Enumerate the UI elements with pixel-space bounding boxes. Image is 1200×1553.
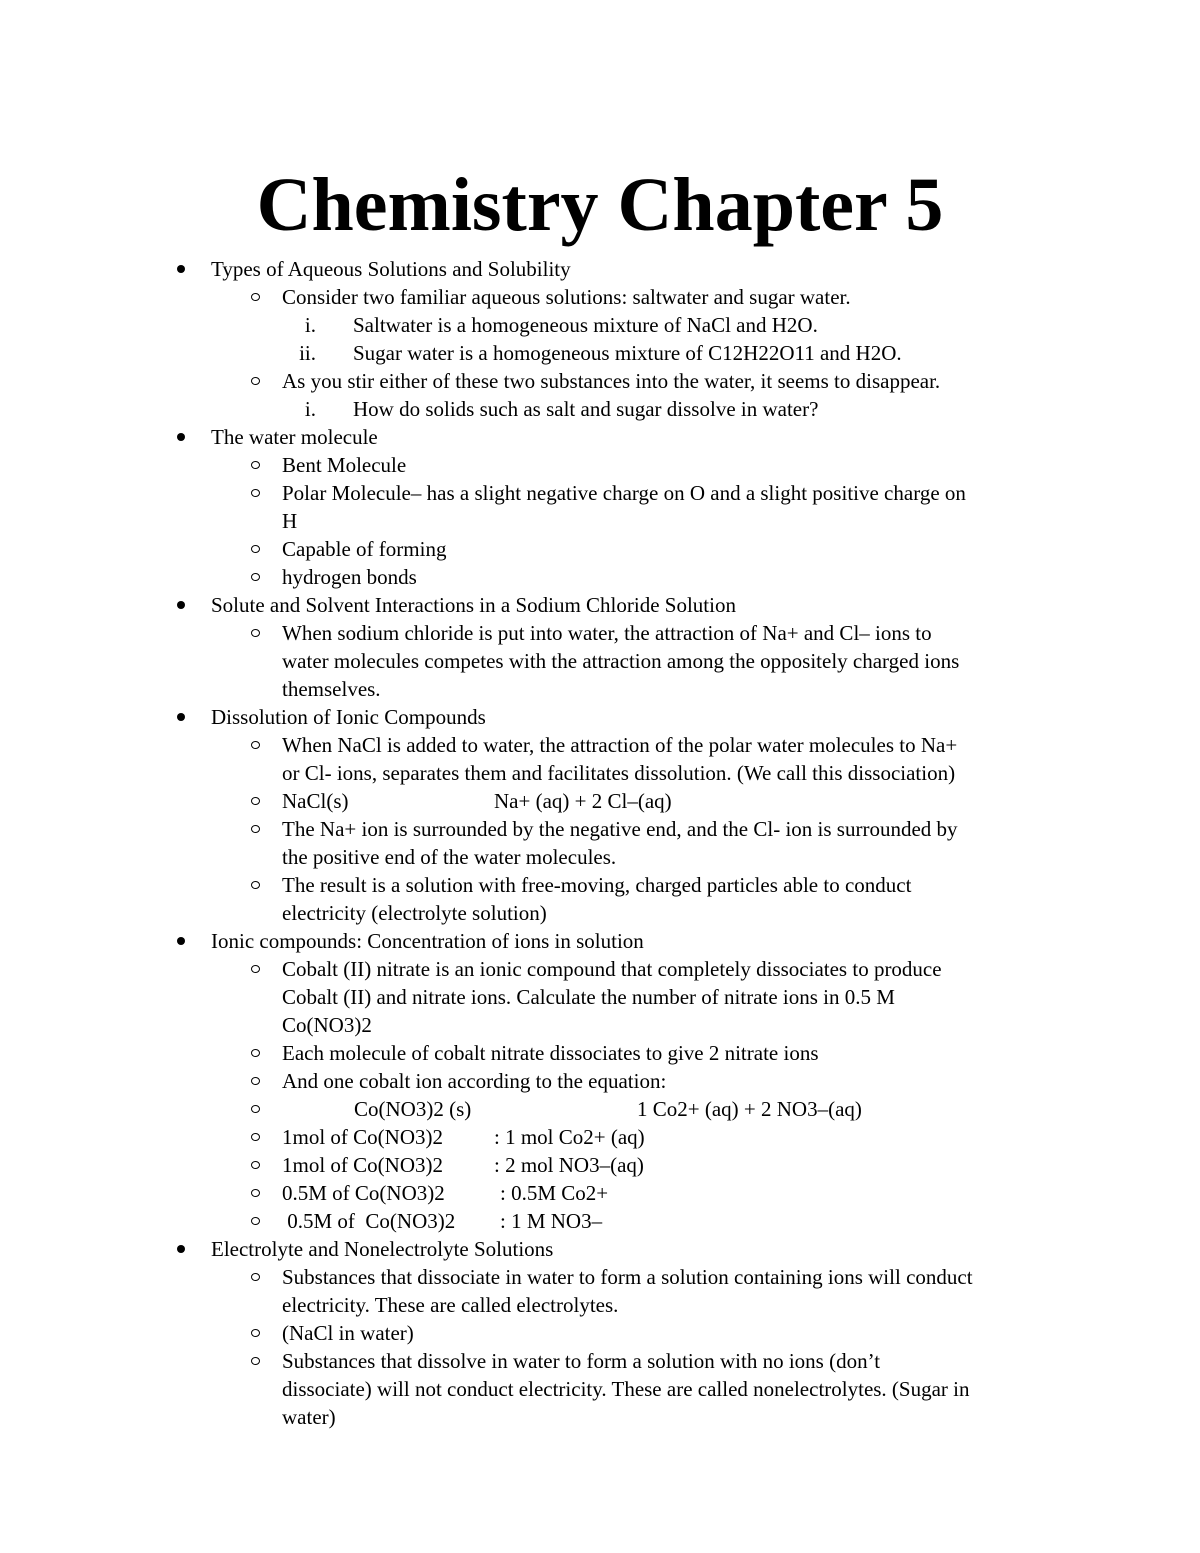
circle-bullet-icon (251, 1329, 260, 1337)
section-heading: Solute and Solvent Interactions in a Sodium Chloride Solution (0, 591, 1200, 619)
ratio-item (0, 1123, 1200, 1151)
ratio-left: 0.5M of Co(NO3)2 (282, 1209, 456, 1233)
list-item: And one cobalt ion according to the equation: (0, 1067, 1200, 1095)
equation-item (0, 787, 1200, 815)
ratio-item (0, 1179, 1200, 1207)
circle-bullet-icon (251, 1357, 260, 1365)
equation-reactant: NaCl(s) (282, 789, 349, 813)
ratio-left: 0.5M of Co(NO3)2 (282, 1181, 445, 1205)
circle-bullet-icon (251, 1049, 260, 1057)
ratio-left: 1mol of Co(NO3)2 (282, 1153, 443, 1177)
list-item-continuation: the positive end of the water molecules. (282, 845, 617, 869)
list-item: The result is a solution with free-moving, charged particles able to conduct (0, 871, 1200, 899)
list-item: When sodium chloride is put into water, the attraction of Na+ and Cl– ions to (0, 619, 1200, 647)
list-item: Polar Molecule– has a slight negative charge on O and a slight positive charge on (0, 479, 1200, 507)
list-item-continuation: electricity. These are called electrolytes. (282, 1293, 619, 1317)
section-heading: Electrolyte and Nonelectrolyte Solutions (0, 1235, 1200, 1263)
list-item-continuation: Cobalt (II) and nitrate ions. Calculate the number of nitrate ions in 0.5 M (282, 985, 895, 1009)
equation-products: Na+ (aq) + 2 Cl–(aq) (494, 789, 672, 813)
circle-bullet-icon (251, 1105, 260, 1113)
list-item: (NaCl in water) (0, 1319, 1200, 1347)
sub-list-item: i. How do solids such as salt and sugar dissolve in water? (0, 395, 1200, 423)
list-item: Cobalt (II) nitrate is an ionic compound that completely dissociates to produce (0, 955, 1200, 983)
disc-bullet-icon (177, 601, 185, 609)
circle-bullet-icon (251, 293, 260, 301)
list-item: The Na+ ion is surrounded by the negative end, and the Cl- ion is surrounded by (0, 815, 1200, 843)
circle-bullet-icon (251, 741, 260, 749)
circle-bullet-icon (251, 545, 260, 553)
circle-bullet-icon (251, 1161, 260, 1169)
circle-bullet-icon (251, 797, 260, 805)
circle-bullet-icon (251, 1189, 260, 1197)
equation-item (0, 1095, 1200, 1123)
list-item: Consider two familiar aqueous solutions: saltwater and sugar water. (0, 283, 1200, 311)
roman-numeral: ii. (299, 341, 316, 365)
circle-bullet-icon (251, 489, 260, 497)
circle-bullet-icon (251, 629, 260, 637)
ratio-right: : 0.5M Co2+ (500, 1181, 609, 1205)
list-item: Capable of forming (0, 535, 1200, 563)
circle-bullet-icon (251, 1133, 260, 1141)
equation-products: 1 Co2+ (aq) + 2 NO3–(aq) (637, 1097, 862, 1121)
list-item: Substances that dissociate in water to form a solution containing ions will conduct (0, 1263, 1200, 1291)
page-title: Chemistry Chapter 5 (256, 163, 944, 247)
section-heading: Dissolution of Ionic Compounds (0, 703, 1200, 731)
disc-bullet-icon (177, 713, 185, 721)
ratio-item (0, 1207, 1200, 1235)
ratio-item (0, 1151, 1200, 1179)
list-item: Each molecule of cobalt nitrate dissociates to give 2 nitrate ions (0, 1039, 1200, 1067)
sub-list-item: i. Saltwater is a homogeneous mixture of NaCl and H2O. (0, 311, 1200, 339)
list-item: Bent Molecule (0, 451, 1200, 479)
list-item-continuation: water) (282, 1405, 336, 1429)
disc-bullet-icon (177, 433, 185, 441)
circle-bullet-icon (251, 881, 260, 889)
list-item-continuation: water molecules competes with the attraction among the oppositely charged ions (282, 649, 960, 673)
circle-bullet-icon (251, 573, 260, 581)
list-item-continuation: H (282, 509, 298, 533)
circle-bullet-icon (251, 461, 260, 469)
ratio-right: : 2 mol NO3–(aq) (494, 1153, 644, 1177)
list-item: hydrogen bonds (0, 563, 1200, 591)
section-heading: Types of Aqueous Solutions and Solubility (0, 255, 1200, 283)
sub-list-item: ii. Sugar water is a homogeneous mixture of C12H22O11 and H2O. (0, 339, 1200, 367)
disc-bullet-icon (177, 1245, 185, 1253)
list-item-continuation: themselves. (282, 677, 381, 701)
circle-bullet-icon (251, 1217, 260, 1225)
notes-outline (0, 255, 1200, 1431)
section-heading: Ionic compounds: Concentration of ions in solution (0, 927, 1200, 955)
list-item: Substances that dissolve in water to form a solution with no ions (don’t (0, 1347, 1200, 1375)
equation-reactant: Co(NO3)2 (s) (354, 1097, 472, 1121)
section-heading: The water molecule (0, 423, 1200, 451)
roman-numeral: i. (304, 397, 316, 421)
roman-numeral: i. (304, 313, 316, 337)
circle-bullet-icon (251, 377, 260, 385)
disc-bullet-icon (177, 265, 185, 273)
ratio-right: : 1 mol Co2+ (aq) (494, 1125, 645, 1149)
circle-bullet-icon (251, 1273, 260, 1281)
list-item-continuation: dissociate) will not conduct electricity. These are called nonelectrolytes. (Sugar in (282, 1377, 970, 1401)
list-item: As you stir either of these two substances into the water, it seems to disappear. (0, 367, 1200, 395)
ratio-left: 1mol of Co(NO3)2 (282, 1125, 443, 1149)
ratio-right: : 1 M NO3– (500, 1209, 603, 1233)
list-item-continuation: electricity (electrolyte solution) (282, 901, 547, 925)
list-item: When NaCl is added to water, the attraction of the polar water molecules to Na+ (0, 731, 1200, 759)
list-item-continuation: Co(NO3)2 (282, 1013, 372, 1037)
circle-bullet-icon (251, 825, 260, 833)
disc-bullet-icon (177, 937, 185, 945)
circle-bullet-icon (251, 965, 260, 973)
circle-bullet-icon (251, 1077, 260, 1085)
list-item-continuation: or Cl- ions, separates them and facilitates dissolution. (We call this dissociation) (282, 761, 956, 785)
